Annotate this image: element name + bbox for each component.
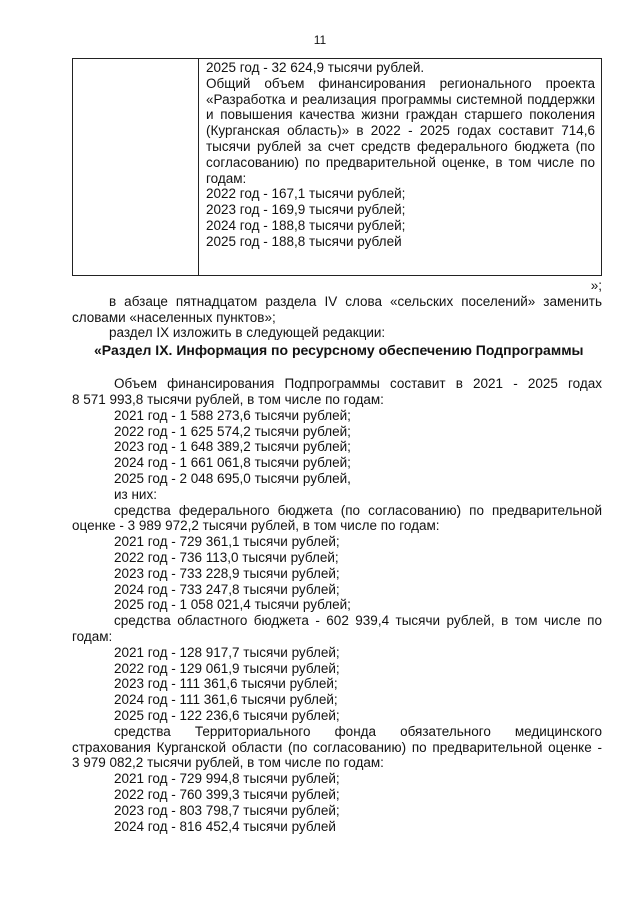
fund-paragraph: 3 979 082,2 тысячи рублей, в том числе по годам:: [72, 755, 384, 771]
total-year-line: 2024 год - 1 661 061,8 тысячи рублей;: [114, 455, 351, 471]
fund-paragraph: средства Территориального фонда обязательного медицинского: [114, 723, 602, 739]
total-paragraph: 8 571 993,8 тысячи рублей, в том числе по годам:: [72, 391, 384, 407]
financing-table: [72, 58, 602, 276]
page-number: 11: [313, 33, 327, 47]
regional-year-line: 2025 год - 122 236,6 тысячи рублей;: [114, 707, 340, 723]
federal-year-line: 2021 год - 729 361,1 тысячи рублей;: [114, 534, 340, 550]
closing-quote: »;: [590, 278, 602, 293]
table-line: 2025 год - 188,8 тысячи рублей: [206, 233, 402, 249]
federal-year-line: 2022 год - 736 113,0 тысячи рублей;: [114, 549, 339, 565]
table-line: годам:: [206, 170, 247, 186]
amendment-paragraph: раздел IX изложить в следующей редакции:: [109, 325, 386, 341]
table-line: «Разработка и реализация программы системной поддержки: [206, 91, 595, 107]
table-line: 2022 год - 167,1 тысячи рублей;: [206, 186, 406, 202]
table-line: 2025 год - 32 624,9 тысячи рублей.: [206, 60, 425, 75]
amendment-paragraph: словами «населенных пунктов»;: [72, 309, 276, 325]
total-year-line: 2025 год - 2 048 695,0 тысячи рублей,: [114, 470, 351, 486]
table-line: 2024 год - 188,8 тысячи рублей;: [206, 217, 406, 233]
federal-year-line: 2023 год - 733 228,9 тысячи рублей;: [114, 565, 340, 581]
regional-year-line: 2021 год - 128 917,7 тысячи рублей;: [114, 644, 340, 660]
federal-paragraph: оценке - 3 989 972,2 тысячи рублей, в том числе по годам:: [72, 518, 440, 534]
table-line: 2023 год - 169,9 тысячи рублей;: [206, 202, 406, 218]
table-right-cell: [199, 59, 601, 275]
regional-paragraph: средства областного бюджета - 602 939,4 тысячи рублей, в том числе по: [114, 613, 602, 629]
table-line: тысячи рублей за счет средств федерального бюджета (по: [206, 138, 595, 154]
fund-year-line: 2021 год - 729 994,8 тысячи рублей;: [114, 771, 340, 787]
fund-year-line: 2022 год - 760 399,3 тысячи рублей;: [114, 786, 340, 802]
total-year-line: 2023 год - 1 648 389,2 тысячи рублей;: [114, 439, 351, 455]
total-year-line: 2021 год - 1 588 273,6 тысячи рублей;: [114, 407, 351, 423]
fund-paragraph: страхования Курганской области (по согласованию) по предварительной оценке -: [72, 739, 602, 755]
of-them-line: из них:: [114, 486, 157, 502]
table-line: согласованию) по предварительной оценке, в том числе по: [206, 154, 595, 170]
regional-year-line: 2022 год - 129 061,9 тысячи рублей;: [114, 660, 340, 676]
document-body: [72, 278, 602, 834]
table-line: Общий объем финансирования регионального проекта: [206, 75, 595, 91]
federal-paragraph: средства федерального бюджета (по согласованию) по предварительной: [114, 502, 602, 518]
table-line: (Курганская область)» в 2022 - 2025 годах составит 714,6: [206, 123, 595, 139]
regional-paragraph: годам:: [72, 628, 113, 644]
table-left-cell: [73, 59, 199, 275]
federal-year-line: 2024 год - 733 247,8 тысячи рублей;: [114, 581, 340, 597]
total-year-line: 2022 год - 1 625 574,2 тысячи рублей;: [114, 423, 351, 439]
fund-year-line: 2023 год - 803 798,7 тысячи рублей;: [114, 802, 340, 818]
fund-year-line: 2024 год - 816 452,4 тысячи рублей: [114, 818, 336, 834]
amendment-paragraph: в абзаце пятнадцатом раздела IV слова «сельских поселений» заменить: [109, 293, 602, 309]
table-line: и повышения качества жизни граждан старшего поколения: [206, 107, 595, 123]
regional-year-line: 2024 год - 111 361,6 тысячи рублей;: [114, 692, 338, 708]
regional-year-line: 2023 год - 111 361,6 тысячи рублей;: [114, 676, 338, 692]
federal-year-line: 2025 год - 1 058 021,4 тысячи рублей;: [114, 597, 351, 613]
total-paragraph: Объем финансирования Подпрограммы составит в 2021 - 2025 годах: [114, 376, 602, 392]
section-heading: «Раздел IX. Информация по ресурсному обеспечению Подпрограммы: [94, 342, 584, 359]
